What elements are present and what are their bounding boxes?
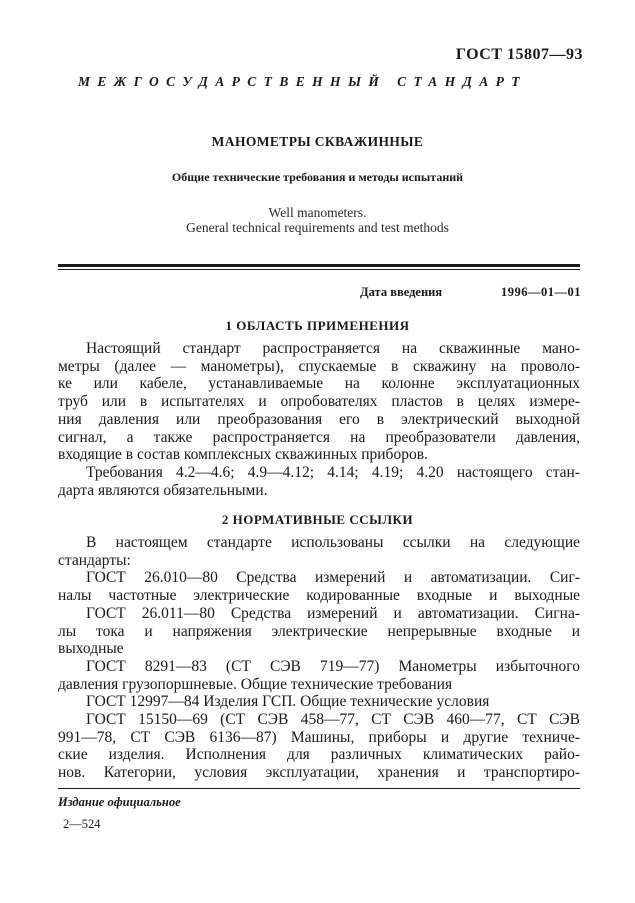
title-divider-thin	[58, 269, 580, 270]
section-2-line: ГОСТ 12997—84 Изделия ГСП. Общие технические условия	[86, 693, 490, 711]
section-2-heading: 2 НОРМАТИВНЫЕ ССЫЛКИ	[221, 512, 414, 527]
section-1-line: труб или в испытателях и опробователях пластов в целях измере-	[58, 393, 580, 411]
page-number: 2—524	[63, 817, 101, 831]
section-1-line: ке или кабеле, устанавливаемые на колонне эксплуатационных	[58, 375, 580, 393]
section-1-line: Требования 4.2—4.6; 4.9—4.12; 4.14; 4.19; 4.20 настоящего стан-	[86, 463, 580, 481]
english-title-line-1: Well manometers.	[268, 205, 367, 220]
english-title-line-2: General technical requirements and test methods	[186, 220, 449, 235]
introduction-date-value: 1996—01—01	[501, 285, 581, 299]
section-2-line: ГОСТ 26.011—80 Средства измерений и автоматизации. Сигна-	[86, 604, 580, 622]
section-2-line: лы тока и напряжения электрические непрерывные входные и	[58, 622, 580, 640]
standard-type-heading: МЕЖГОСУДАРСТВЕННЫЙ СТАНДАРТ	[78, 74, 527, 89]
section-1-line: сигнал, а также распространяется на преобразователи давления,	[58, 428, 580, 446]
section-1-line: дарта являются обязательными.	[58, 481, 268, 499]
edition-note: Издание официальное	[58, 795, 181, 809]
section-2-line: В настоящем стандарте использованы ссылки на следующие	[86, 534, 580, 551]
section-2-line: ГОСТ 26.010—80 Средства измерений и автоматизации. Сиг-	[86, 569, 580, 587]
introduction-date-label: Дата введения	[360, 285, 443, 299]
section-1-line: входящие в состав комплексных скважинных приборов.	[58, 446, 428, 464]
section-2-line: ские изделия. Исполнения для различных климатических райо-	[58, 746, 580, 764]
section-1-line: ния давления или преобразования его в электрический выходной	[58, 410, 580, 428]
section-2-body	[58, 534, 580, 782]
section-1-body	[58, 340, 580, 499]
document-code: ГОСТ 15807—93	[455, 46, 583, 63]
section-1-line: Настоящий стандарт распространяется на скважинные мано-	[86, 340, 580, 357]
title-divider-thick	[58, 264, 580, 267]
section-2-line: ГОСТ 15150—69 (СТ СЭВ 458—77, СТ СЭВ 460—77, СТ СЭВ	[86, 711, 580, 729]
section-2-line: стандарты:	[58, 551, 131, 569]
section-1-heading: 1 ОБЛАСТЬ ПРИМЕНЕНИЯ	[225, 318, 410, 333]
document-title: МАНОМЕТРЫ СКВАЖИННЫЕ	[211, 134, 424, 149]
footer-divider	[58, 788, 580, 789]
section-1-line: метры (далее — манометры), спускаемые в скважину на проволо-	[58, 357, 580, 375]
section-2-line: давления грузопоршневые. Общие технические требования	[58, 675, 453, 693]
section-2-line: налы частотные электрические кодированные входные и выходные	[58, 587, 580, 605]
section-2-line: нов. Категории, условия эксплуатации, хранения и транспортиро-	[58, 764, 580, 782]
section-2-line: выходные	[58, 640, 124, 658]
section-2-line: 991—78, СТ СЭВ 6136—87) Машины, приборы и другие техниче-	[58, 728, 580, 746]
document-subtitle: Общие технические требования и методы испытаний	[171, 170, 464, 184]
section-2-line: ГОСТ 8291—83 (СТ СЭВ 719—77) Манометры избыточного	[86, 657, 580, 675]
